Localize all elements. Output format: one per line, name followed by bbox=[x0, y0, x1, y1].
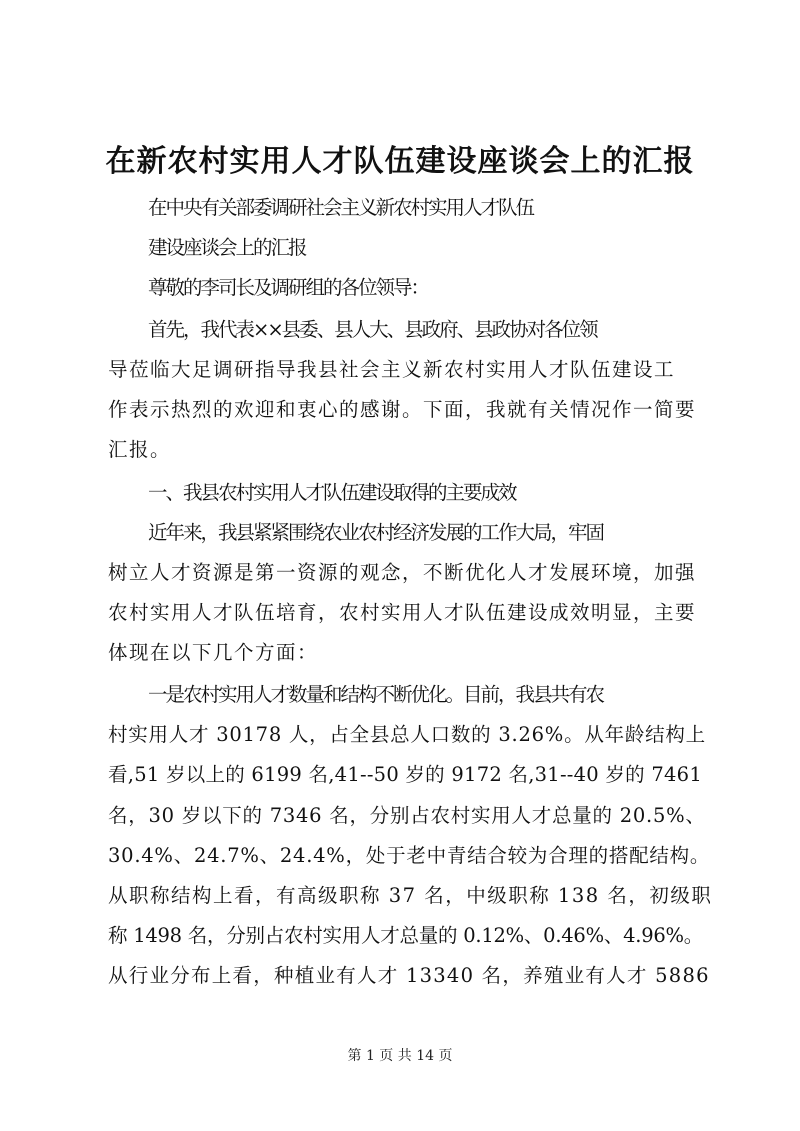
paragraph-line: 作表示热烈的欢迎和衷心的感谢。下面，我就有关情况作一简要 bbox=[108, 398, 697, 421]
paragraph-line: 称 1498 名，分别占农村实用人才总量的 0.12%、0.46%、4.96%。 bbox=[108, 924, 704, 947]
paragraph-line: 近年来，我县紧紧围绕农业农村经济发展的工作大局，牢固 bbox=[148, 521, 604, 544]
paragraph-line: 从行业分布上看，种植业有人才 13340 名，养殖业有人才 5886 bbox=[108, 964, 710, 987]
paragraph-line: 汇报。 bbox=[108, 438, 172, 461]
paragraph-line: 树立人才资源是第一资源的观念，不断优化人才发展环境，加强 bbox=[108, 561, 697, 584]
paragraph-line: 30.4%、24.7%、24.4%，处于老中青结合较为合理的搭配结构。 bbox=[108, 844, 711, 867]
paragraph-line: 一是农村实用人才数量和结构不断优化。目前，我县共有农 bbox=[148, 683, 604, 706]
subtitle-line-1: 在中央有关部委调研社会主义新农村实用人才队伍 bbox=[148, 196, 534, 219]
paragraph-line: 看,51 岁以上的 6199 名,41--50 岁的 9172 名,31--40 岁的 7461 bbox=[108, 763, 702, 786]
paragraph-line: 村实用人才 30178 人，占全县总人口数的 3.26%。从年龄结构上 bbox=[108, 723, 706, 746]
paragraph-line: 名，30 岁以下的 7346 名，分别占农村实用人才总量的 20.5%、 bbox=[108, 804, 706, 827]
document-title: 在新农村实用人才队伍建设座谈会上的汇报 bbox=[105, 144, 695, 179]
page-footer: 第 1 页 共 14 页 bbox=[347, 1048, 453, 1064]
section-heading: 一、我县农村实用人才队伍建设取得的主要成效 bbox=[148, 481, 516, 504]
paragraph-line: 从职称结构上看，有高级职称 37 名，中级职称 138 名，初级职 bbox=[108, 884, 713, 907]
subtitle-line-2: 建设座谈会上的汇报 bbox=[148, 236, 306, 259]
salutation: 尊敬的李司长及调研组的各位领导： bbox=[148, 276, 429, 299]
paragraph-line: 体现在以下几个方面： bbox=[108, 641, 319, 664]
paragraph-line: 首先，我代表××县委、县人大、县政府、县政协对各位领 bbox=[148, 318, 597, 341]
paragraph-line: 农村实用人才队伍培育，农村实用人才队伍建设成效明显，主要 bbox=[108, 601, 697, 624]
paragraph-line: 导莅临大足调研指导我县社会主义新农村实用人才队伍建设工 bbox=[108, 358, 676, 381]
